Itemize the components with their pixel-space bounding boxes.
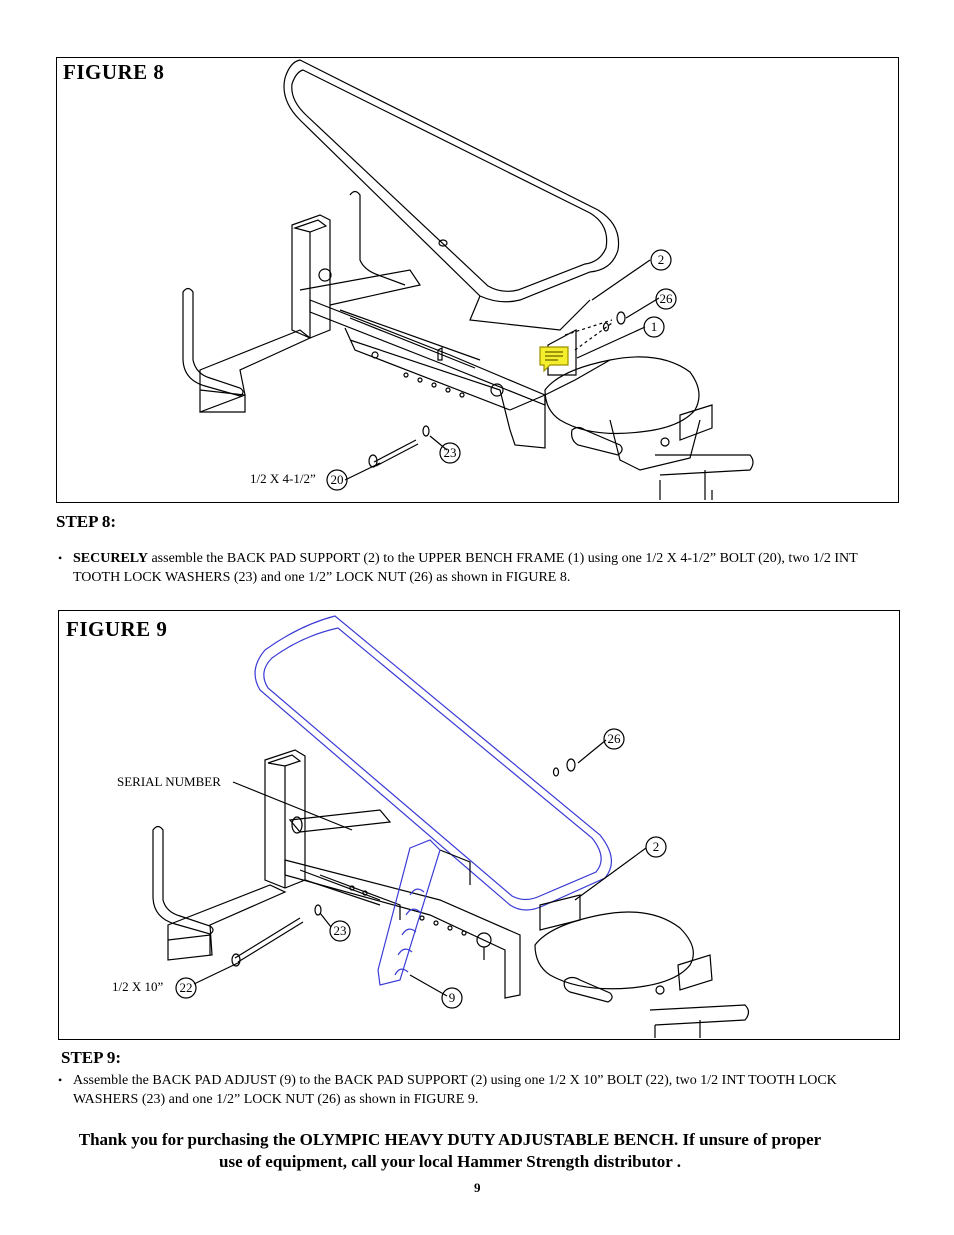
fig9-callout-circles xyxy=(176,729,666,1008)
page-number: 9 xyxy=(474,1180,481,1195)
step-9-bullet: • xyxy=(58,1073,63,1087)
figure-9-title: FIGURE 9 xyxy=(66,617,168,641)
fig9-callout-22: 22 xyxy=(179,980,193,995)
step-9-text: Assemble the BACK PAD ADJUST (9) to the BACK PAD SUPPORT (2) using one 1/2 X 10” BOLT (22), two 1/2 INT TOOTH LOCK WASHERS (23) and one 1/2” LOCK NUT (26) as shown in FIGURE 9. xyxy=(73,1073,837,1107)
fig9-leaders xyxy=(194,740,646,996)
fig9-callout-26: 26 xyxy=(607,731,621,746)
fig9-hardware xyxy=(232,759,575,966)
fig9-bolt-label: 1/2 X 10” xyxy=(112,979,164,994)
fig9-callout-23: 23 xyxy=(333,923,347,938)
fig9-back-pad-adjust xyxy=(378,840,440,985)
fig8-callout-2: 2 xyxy=(657,252,665,267)
step-8-emphasis: SECURELY xyxy=(73,551,148,566)
fig8-callout-26: 26 xyxy=(659,291,673,306)
fig8-callout-20: 20 xyxy=(330,472,344,487)
fig8-bolt-label: 1/2 X 4-1/2” xyxy=(250,471,316,486)
fig8-callout-1: 1 xyxy=(650,319,658,334)
fig9-seat xyxy=(535,912,749,1038)
thank-you-line-1: Thank you for purchasing the OLYMPIC HEAVY DUTY ADJUSTABLE BENCH. If unsure of proper xyxy=(78,1130,822,1149)
fig9-callout-9: 9 xyxy=(448,990,456,1005)
fig9-callout-2: 2 xyxy=(652,839,660,854)
step-8-body: assemble the BACK PAD SUPPORT (2) to the UPPER BENCH FRAME (1) using one 1/2 X 4-1/2” BOLT (20), two 1/2 INT TOOTH LOCK WASHERS (23) and one 1/2” LOCK NUT (26) as shown in FIGURE 8. xyxy=(73,551,858,585)
figure-8-title: FIGURE 8 xyxy=(63,60,165,84)
fig9-serial-number-label: SERIAL NUMBER xyxy=(117,774,221,789)
step-9-title: STEP 9: xyxy=(61,1048,121,1067)
step-8-title: STEP 8: xyxy=(56,512,116,531)
thank-you-line-2: use of equipment, call your local Hammer Strength distributor . xyxy=(219,1152,681,1171)
step-8-bullet: • xyxy=(58,551,63,565)
fig8-callout-23: 23 xyxy=(443,445,457,460)
